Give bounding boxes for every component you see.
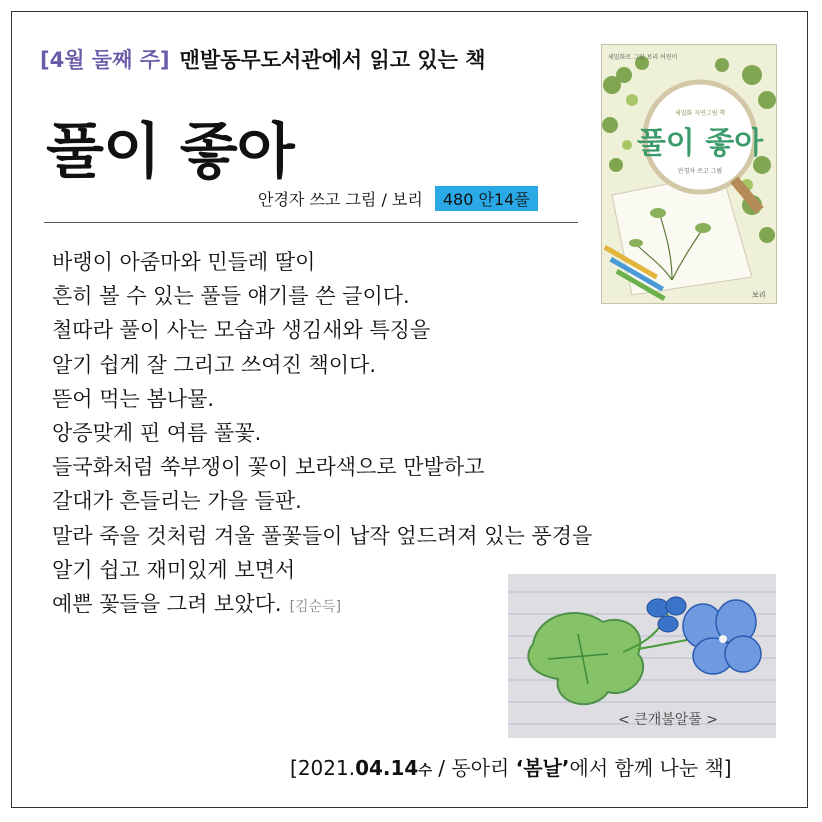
review-line: 바랭이 아줌마와 민들레 딸이 — [52, 250, 316, 274]
review-line: 말라 죽을 것처럼 겨울 풀꽃들이 납작 엎드려져 있는 풍경을 — [52, 523, 593, 548]
cover-series: 세밀화로 그린 보리 어린이 — [608, 54, 678, 61]
week-header — [40, 44, 486, 74]
review-line: 갈대가 흔들리는 가을 들판. — [52, 489, 302, 514]
book-title: 풀이 좋아 — [46, 117, 294, 187]
book-meta — [258, 186, 538, 211]
flower-drawing-photo — [508, 574, 776, 738]
footer-open: [ — [290, 756, 298, 780]
week-tag: [4월 둘째 주] — [40, 48, 170, 72]
drawing-caption: < 큰개불알풀 > — [618, 712, 718, 728]
footer-year: 2021. — [297, 756, 356, 780]
review-line: 뜯어 먹는 봄나물. — [52, 386, 215, 411]
review-line: 들국화처럼 쑥부쟁이 꽃이 보라색으로 만발하고 — [52, 455, 485, 480]
cover-author: 안경자 쓰고 그림 — [677, 168, 723, 175]
review-line-text: 예쁜 꽃들을 그려 보았다. — [52, 592, 282, 617]
review-line: 앙증맞게 핀 여름 풀꽃. — [52, 421, 262, 446]
review-line: 알기 쉽고 재미있게 보면서 — [52, 557, 296, 582]
footer-date: 04.14 — [355, 756, 419, 780]
cover-subtitle: 세밀화 자연그림 책 — [674, 110, 726, 117]
footer-weekday: 수 — [418, 763, 432, 779]
cover-publisher: 보리 — [752, 291, 766, 299]
cover-title: 풀이 좋아 — [636, 126, 764, 161]
footer-tail: 에서 함께 나눈 책] — [569, 756, 732, 780]
book-cover-image — [601, 44, 777, 304]
club-name: ‘봄날’ — [515, 756, 570, 780]
reviewer-credit: [김순득] — [289, 599, 342, 616]
review-line: 철따라 풀이 사는 모습과 생김새와 특징을 — [52, 318, 431, 343]
author-publisher: 안경자 쓰고 그림 / 보리 — [258, 190, 423, 209]
title-divider — [44, 222, 578, 223]
library-line: 맨발동무도서관에서 읽고 있는 책 — [179, 48, 486, 72]
footer-mid: / 동아리 — [431, 756, 516, 780]
review-text — [52, 245, 592, 624]
footer-line — [290, 752, 732, 781]
call-number-badge: 480 안14풀 — [435, 186, 538, 211]
review-line: 알기 쉽게 잘 그리고 쓰여진 책이다. — [52, 352, 377, 377]
flower-drawing — [508, 574, 776, 738]
book-cover-illustration — [602, 45, 776, 303]
review-line: 흔히 볼 수 있는 풀들 얘기를 쓴 글이다. — [52, 284, 410, 309]
